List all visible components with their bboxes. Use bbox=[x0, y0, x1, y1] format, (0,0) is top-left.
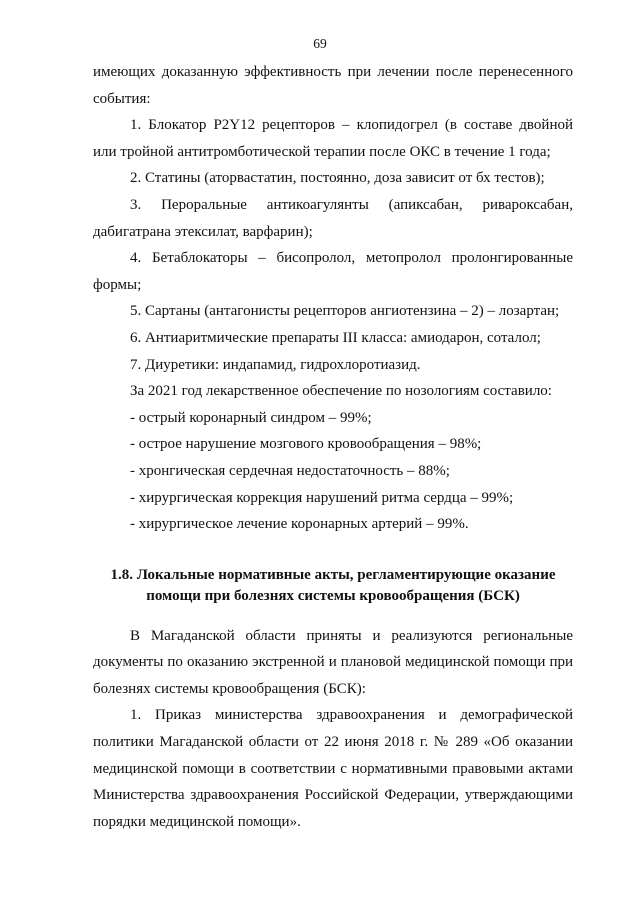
list-item-sartans: 5. Сартаны (антагонисты рецепторов ангиотензина – 2) – лозартан; bbox=[130, 303, 560, 320]
section-heading-line-2: помощи при болезнях системы кровообращения (БСК) bbox=[146, 587, 520, 604]
paragraph-provision-2021: За 2021 год лекарственное обеспечение по нозологиям составило: bbox=[130, 383, 552, 400]
list-item-antiarrhythmics: 6. Антиаритмические препараты III класса: амиодарон, соталол; bbox=[130, 329, 541, 346]
provision-item-stroke: - острое нарушение мозгового кровообращения – 98%; bbox=[130, 436, 482, 453]
list-item-order-289: 1. Приказ министерства здравоохранения и демографической политики Магаданской области от 22 июня 2018 г. № 289 «Об оказании медицинской помощи в соответствии с нормативными правовыми актами Министерства здравоохранения Российской Федерации, утверждающими порядки медицинской помощи». bbox=[93, 707, 573, 830]
list-item-diuretics: 7. Диуретики: индапамид, гидрохлоротиазид. bbox=[130, 356, 421, 373]
page-number: 69 bbox=[313, 36, 327, 51]
provision-item-arrhythmia-surgery: - хирургическая коррекция нарушений ритма сердца – 99%; bbox=[130, 489, 514, 506]
provision-item-chf: - хронгическая сердечная недостаточность – 88%; bbox=[130, 462, 450, 479]
list-item-p2y12: 1. Блокатор P2Y12 рецепторов – клопидогрел (в составе двойной или тройной антитромботической терапии после ОКС в течение 1 года; bbox=[93, 117, 573, 160]
list-item-anticoagulants: 3. Пероральные антикоагулянты (апиксабан, ривароксабан, дабигатрана этексилат, варфарин); bbox=[93, 196, 573, 240]
list-item-statins: 2. Статины (аторвастатин, постоянно, доза зависит от бх тестов); bbox=[130, 170, 545, 187]
paragraph-intro: имеющих доказанную эффективность при лечении после перенесенного события: bbox=[93, 64, 573, 107]
section-heading-line-1: 1.8. Локальные нормативные акты, регламентирующие оказание bbox=[110, 566, 556, 583]
provision-item-coronary-surgery: - хирургическое лечение коронарных артерий – 99%. bbox=[130, 516, 469, 533]
section-heading bbox=[93, 565, 573, 607]
provision-item-acs: - острый коронарный синдром – 99%; bbox=[130, 409, 372, 426]
paragraph-regional-documents: В Магаданской области приняты и реализуются региональные документы по оказанию экстренной и плановой медицинской помощи при болезнях системы кровообращения (БСК): bbox=[93, 627, 573, 697]
document-body bbox=[93, 59, 573, 835]
list-item-betablockers: 4. Бетаблокаторы – бисопролол, метопролол пролонгированные формы; bbox=[93, 250, 573, 293]
